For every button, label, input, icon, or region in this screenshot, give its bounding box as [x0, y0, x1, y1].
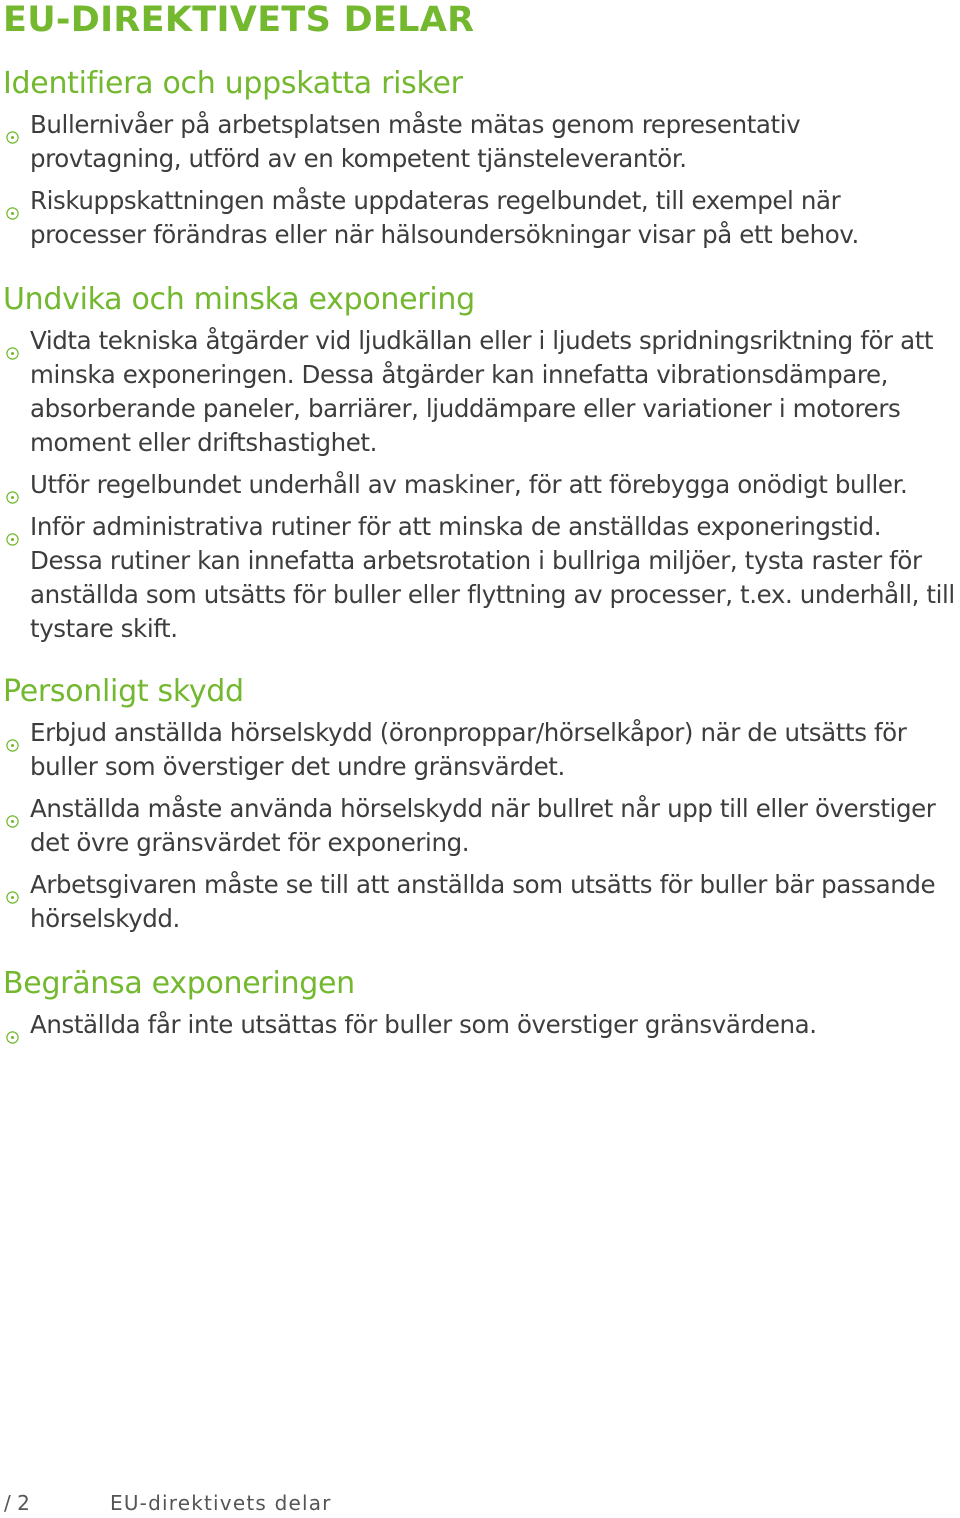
bullet-list [0, 108, 960, 252]
bullet-list [0, 1008, 960, 1042]
list-item [0, 184, 960, 252]
circle-bullet-icon [6, 1019, 19, 1032]
section-undvika [0, 282, 960, 654]
list-item [0, 792, 960, 860]
list-item [0, 468, 960, 502]
list-item-text: Erbjud anställda hörselskydd (öronproppar/hörselkåpor) när de utsätts för buller som överstiger det undre gränsvärdet. [30, 718, 907, 781]
circle-bullet-icon [6, 119, 19, 132]
list-item [0, 108, 960, 176]
list-item-text: Arbetsgivaren måste se till att anställda som utsätts för buller bär passande hörselskydd. [30, 870, 936, 933]
circle-bullet-icon [6, 803, 19, 816]
list-item-text: Vidta tekniska åtgärder vid ljudkällan eller i ljudets spridningsriktning för att minska exponeringen. Dessa åtgärder kan innefatta vibrationsdämpare, absorberande paneler, barriärer, ljuddämpare eller variationer i motorers moment eller driftshastighet. [30, 326, 934, 457]
list-item [0, 324, 960, 460]
list-item [0, 716, 960, 784]
list-item [0, 868, 960, 936]
bullet-list [0, 716, 960, 936]
circle-bullet-icon [6, 479, 19, 492]
circle-bullet-icon [6, 727, 19, 740]
list-item-text: Utför regelbundet underhåll av maskiner, för att förebygga onödigt buller. [30, 470, 908, 499]
section-heading: Personligt skydd [3, 674, 244, 709]
page-title: EU-DIREKTIVETS DELAR [3, 0, 475, 40]
circle-bullet-icon [6, 521, 19, 534]
section-heading: Begränsa exponeringen [3, 966, 355, 1001]
section-identifiera [0, 66, 960, 260]
list-item-text: Bullernivåer på arbetsplatsen måste mätas genom representativ provtagning, utförd av en kompetent tjänsteleverantör. [30, 110, 801, 173]
section-heading: Undvika och minska exponering [3, 282, 475, 317]
list-item [0, 1008, 960, 1042]
section-begransa [0, 966, 960, 1050]
circle-bullet-icon [6, 335, 19, 348]
list-item-text: Anställda får inte utsättas för buller som överstiger gränsvärdena. [30, 1010, 817, 1039]
section-heading: Identifiera och uppskatta risker [3, 66, 463, 101]
list-item [0, 510, 960, 646]
list-item-text: Riskuppskattningen måste uppdateras regelbundet, till exempel när processer förändras eller när hälsoundersökningar visar på ett behov. [30, 186, 859, 249]
list-item-text: Anställda måste använda hörselskydd när bullret når upp till eller överstiger det övre gränsvärdet för exponering. [30, 794, 936, 857]
page-number: / 2 [4, 1491, 30, 1515]
footer-title: EU-direktivets delar [110, 1491, 332, 1515]
circle-bullet-icon [6, 879, 19, 892]
list-item-text: Inför administrativa rutiner för att minska de anställdas exponeringstid. Dessa rutiner kan innefatta arbetsrotation i bullriga miljöer, tysta raster för anställda som utsätts för buller eller flyttning av processer, t.ex. underhåll, till tystare skift. [30, 512, 955, 643]
section-personligt-skydd [0, 674, 960, 944]
circle-bullet-icon [6, 195, 19, 208]
bullet-list [0, 324, 960, 646]
